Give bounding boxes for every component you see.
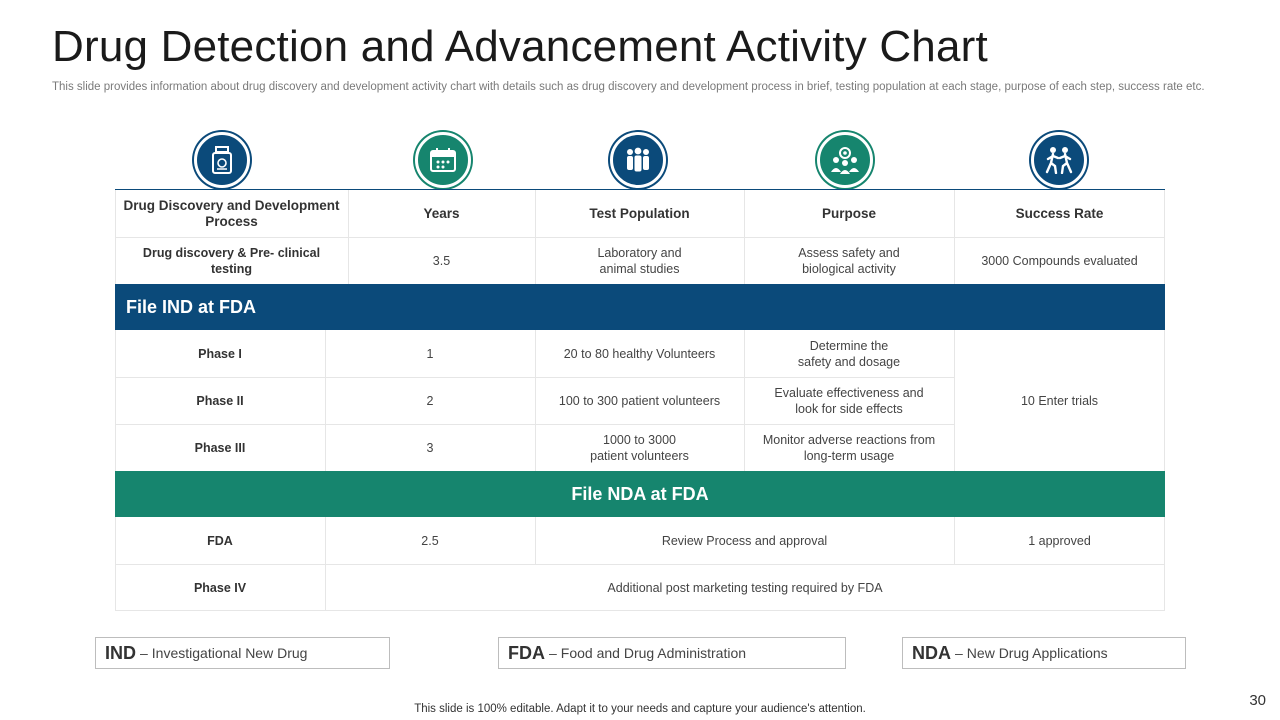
phase-2-years: 2 <box>426 393 434 408</box>
phase-3-population: 1000 to 3000 patient volunteers <box>590 432 689 463</box>
preclinical-process: Drug discovery & Pre- clinical testing <box>142 245 321 276</box>
footer-note: This slide is 100% editable. Adapt it to your needs and capture your audience's attention. <box>414 703 866 715</box>
legend-ind-abbr: IND <box>105 642 136 663</box>
file-nda-band: File NDA at FDA <box>115 471 1165 517</box>
header-process: Drug Discovery and Development Process <box>123 197 340 229</box>
legend-nda-text: New Drug Applications <box>966 645 1108 661</box>
phase-4-label: Phase IV <box>193 580 247 595</box>
legend-dash: – <box>140 645 148 661</box>
legend-dash: – <box>549 645 557 661</box>
fda-years: 2.5 <box>421 533 439 548</box>
phase-3-label: Phase III <box>194 440 246 455</box>
legend-fda-abbr: FDA <box>508 642 545 663</box>
phase-2-label: Phase II <box>196 393 244 408</box>
phase-1-years: 1 <box>426 346 434 361</box>
legend-nda <box>902 637 1186 669</box>
page-number: 30 <box>1249 692 1266 709</box>
legend-ind <box>95 637 390 669</box>
header-purpose: Purpose <box>821 205 876 221</box>
header-test-population: Test Population <box>589 205 690 221</box>
legend-fda <box>498 637 846 669</box>
legend-dash: – <box>955 645 963 661</box>
legend-ind-text: Investigational New Drug <box>151 645 308 661</box>
calendar-icon <box>415 132 471 188</box>
running-people-icon <box>1031 132 1087 188</box>
preclinical-success: 3000 Compounds evaluated <box>981 253 1138 268</box>
phase-1-label: Phase I <box>198 346 242 361</box>
fda-success: 1 approved <box>1028 533 1091 548</box>
fda-label: FDA <box>207 533 233 548</box>
preclinical-purpose: Assess safety and biological activity <box>798 245 900 276</box>
phases-success-rate: 10 Enter trials <box>1020 393 1099 408</box>
phase-4-description: Additional post marketing testing required by FDA <box>607 580 883 595</box>
pill-bottle-icon <box>194 132 250 188</box>
phase-3-years: 3 <box>426 440 434 455</box>
phase-3-purpose: Monitor adverse reactions from long-term usage <box>762 432 936 463</box>
preclinical-years: 3.5 <box>432 253 451 268</box>
people-group-icon <box>610 132 666 188</box>
legend-fda-text: Food and Drug Administration <box>560 645 747 661</box>
header-success-rate: Success Rate <box>1015 205 1104 221</box>
slide-subtitle: This slide provides information about drug discovery and development activity chart with details such as drug discovery and development process in brief, testing population at each stage, purpose of each step, success rate etc. <box>52 81 1205 93</box>
preclinical-population: Laboratory and animal studies <box>597 245 682 276</box>
slide-title: Drug Detection and Advancement Activity Chart <box>52 22 988 71</box>
file-ind-band: File IND at FDA <box>115 284 1165 330</box>
phase-2-population: 100 to 300 patient volunteers <box>558 393 721 408</box>
fda-description: Review Process and approval <box>661 533 828 548</box>
legend-nda-abbr: NDA <box>912 642 951 663</box>
team-target-icon <box>817 132 873 188</box>
phase-1-population: 20 to 80 healthy Volunteers <box>563 346 716 361</box>
phase-1-purpose: Determine the safety and dosage <box>797 338 901 369</box>
phase-2-purpose: Evaluate effectiveness and look for side effects <box>774 385 924 416</box>
header-years: Years <box>423 205 460 221</box>
